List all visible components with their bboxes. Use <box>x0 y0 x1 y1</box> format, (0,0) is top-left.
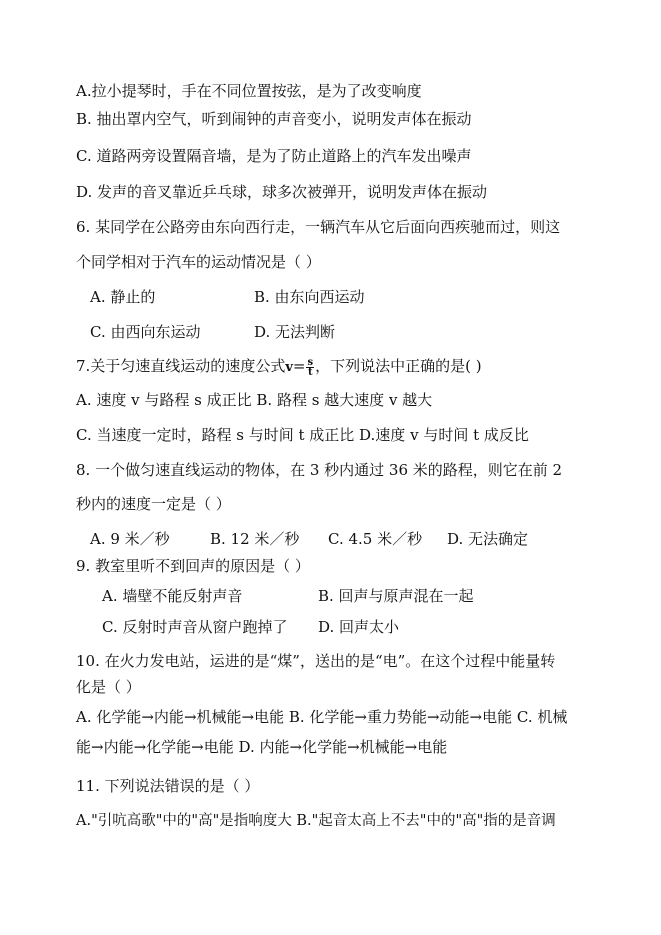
q9-option-d: D. 回声太小 <box>318 618 400 636</box>
q6-option-d: D. 无法判断 <box>254 323 336 341</box>
q5-option-d: D. 发声的音叉靠近乒乓球，球多次被弹开，说明发声体在振动 <box>76 183 488 201</box>
q9-option-a: A. 墙壁不能反射声音 <box>102 587 243 605</box>
q9-stem: 9. 教室里听不到回声的原因是（ ） <box>76 557 310 575</box>
q7-formula-fraction <box>306 358 314 377</box>
q5-option-a: A.拉小提琴时，手在不同位置按弦，是为了改变响度 <box>76 82 422 100</box>
q10-stem-line2: 化是（ ） <box>76 678 141 696</box>
q11-options-line1: A."引吭高歌"中的"高"是指响度大 B."起音太高上不去"中的"高"指的是音调 <box>76 813 556 829</box>
q7-stem-suffix: ，下列说法中正确的是( ) <box>315 357 482 375</box>
q6-stem-line1: 6. 某同学在公路旁由东向西行走，一辆汽车从它后面向西疾驰而过，则这 <box>76 218 561 236</box>
q7-formula-denominator: t <box>307 366 313 378</box>
q8-option-c: C. 4.5 米／秒 <box>328 530 423 548</box>
q6-option-a: A. 静止的 <box>90 288 156 306</box>
q6-stem-line2: 个同学相对于汽车的运动情况是（ ） <box>76 253 321 271</box>
q8-stem-line2: 秒内的速度一定是（ ） <box>76 495 231 513</box>
q8-option-a: A. 9 米／秒 <box>90 530 170 548</box>
q7-options-cd: C. 当速度一定时，路程 s 与时间 t 成正比 D.速度 v 与时间 t 成反比 <box>76 426 529 444</box>
q10-stem-line1: 10. 在火力发电站，运进的是“煤”，送出的是“电”。在这个过程中能量转 <box>76 652 556 670</box>
q9-option-c: C. 反射时声音从窗户跑掉了 <box>102 618 288 636</box>
q6-option-b: B. 由东向西运动 <box>254 288 365 306</box>
q7-stem <box>76 356 482 376</box>
q9-option-b: B. 回声与原声混在一起 <box>318 587 474 605</box>
q10-options-line2: 能→内能→化学能→电能 D. 内能→化学能→机械能→电能 <box>76 738 448 756</box>
q7-options-ab: A. 速度 v 与路程 s 成正比 B. 路程 s 越大速度 v 越大 <box>76 391 433 409</box>
q10-options-line1: A. 化学能→内能→机械能→电能 B. 化学能→重力势能→动能→电能 C. 机械 <box>76 708 568 726</box>
q5-option-c: C. 道路两旁设置隔音墙，是为了防止道路上的汽车发出噪声 <box>76 147 472 165</box>
q5-option-b: B. 抽出罩内空气，听到闹钟的声音变小，说明发声体在振动 <box>76 110 472 128</box>
q6-option-c: C. 由西向东运动 <box>90 323 201 341</box>
q7-formula-v: v <box>285 360 293 375</box>
q8-option-d: D. 无法确定 <box>447 530 529 548</box>
q8-stem-line1: 8. 一个做匀速直线运动的物体，在 3 秒内通过 36 米的路程，则它在前 2 <box>76 461 563 479</box>
q7-formula-eq: = <box>292 357 306 375</box>
q7-stem-prefix: 7.关于匀速直线运动的速度公式 <box>76 357 286 375</box>
q8-option-b: B. 12 米／秒 <box>210 530 300 548</box>
q7-formula-numerator: s <box>307 356 314 368</box>
q11-stem: 11. 下列说法错误的是（ ） <box>76 777 260 795</box>
